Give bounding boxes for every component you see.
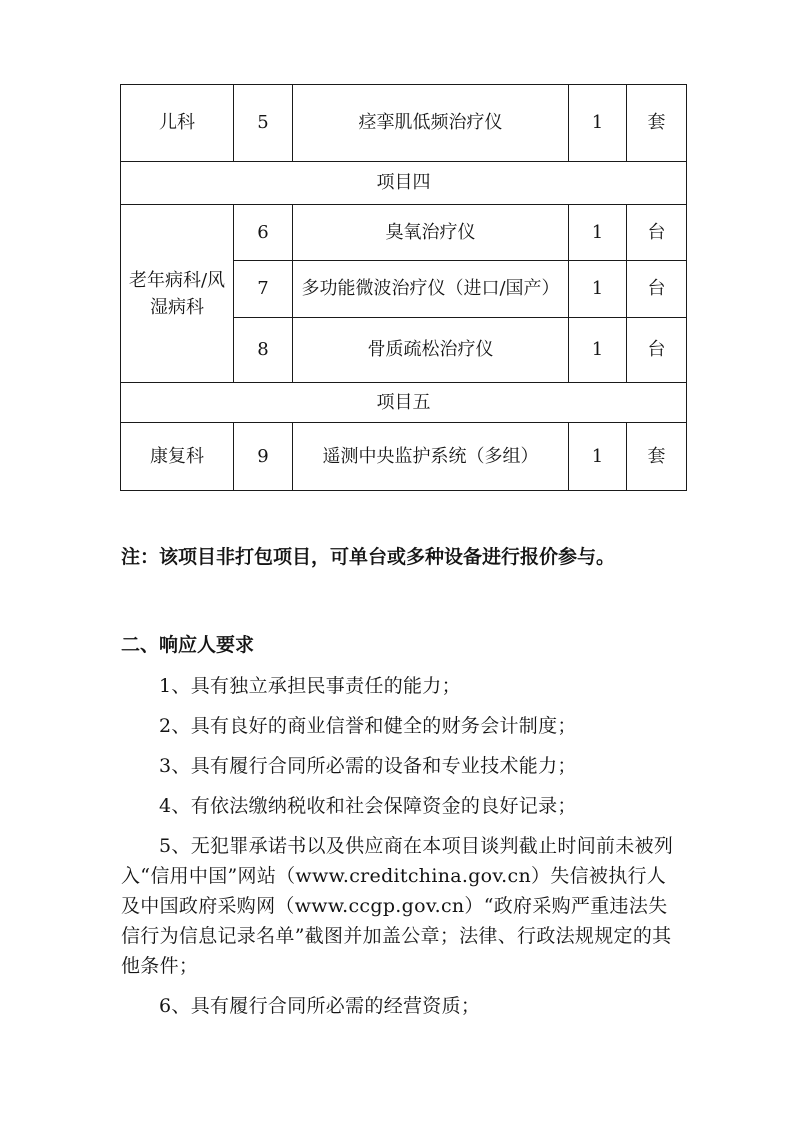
unit-cell: 套 [627, 423, 687, 491]
requirement-item: 1、具有独立承担民事责任的能力； [159, 675, 461, 697]
quantity-cell: 1 [569, 318, 627, 383]
equipment-name-cell: 痉挛肌低频治疗仪 [293, 85, 569, 162]
requirement-item: 2、具有良好的商业信誉和健全的财务会计制度； [159, 715, 577, 737]
unit-cell: 台 [627, 205, 687, 261]
quantity-cell: 1 [569, 423, 627, 491]
section-title: 二、响应人要求 [121, 634, 255, 656]
equipment-table [120, 84, 687, 491]
dept-cell: 儿科 [121, 85, 234, 162]
unit-cell: 台 [627, 318, 687, 383]
table-note: 注：该项目非打包项目，可单台或多种设备进行报价参与。 [121, 546, 616, 568]
item-no-cell: 6 [234, 205, 293, 261]
item-no-cell: 8 [234, 318, 293, 383]
quantity-cell: 1 [569, 85, 627, 162]
quantity-cell: 1 [569, 261, 627, 318]
item-no-cell: 9 [234, 423, 293, 491]
requirement-item: 3、具有履行合同所必需的设备和专业技术能力； [159, 755, 577, 777]
project-header-row [121, 162, 687, 205]
unit-cell: 台 [627, 261, 687, 318]
dept-cell: 康复科 [121, 423, 234, 491]
dept-cell: 老年病科/风湿病科 [121, 205, 234, 383]
equipment-name-cell: 臭氧治疗仪 [293, 205, 569, 261]
item-no-cell: 7 [234, 261, 293, 318]
project-label: 项目四 [121, 162, 687, 205]
item-no-cell: 5 [234, 85, 293, 162]
table-row [121, 85, 687, 162]
equipment-name-cell: 遥测中央监护系统（多组） [293, 423, 569, 491]
project-header-row [121, 383, 687, 423]
table-row [121, 423, 687, 491]
project-label: 项目五 [121, 383, 687, 423]
table-row [121, 205, 687, 261]
requirement-item: 5、无犯罪承诺书以及供应商在本项目谈判截止时间前未被列入“信用中国”网站（www.creditchina.gov.cn）失信被执行人及中国政府采购网（www.ccgp.gov.cn）“政府采购严重违法失信行为信息记录名单”截图并加盖公章；法律、行政法规规定的其他条件； [121, 835, 674, 977]
unit-cell: 套 [627, 85, 687, 162]
requirement-item: 6、具有履行合同所必需的经营资质； [159, 995, 481, 1017]
equipment-name-cell: 骨质疏松治疗仪 [293, 318, 569, 383]
quantity-cell: 1 [569, 205, 627, 261]
requirement-item: 4、有依法缴纳税收和社会保障资金的良好记录； [159, 795, 577, 817]
equipment-name-cell: 多功能微波治疗仪（进口/国产） [293, 261, 569, 318]
